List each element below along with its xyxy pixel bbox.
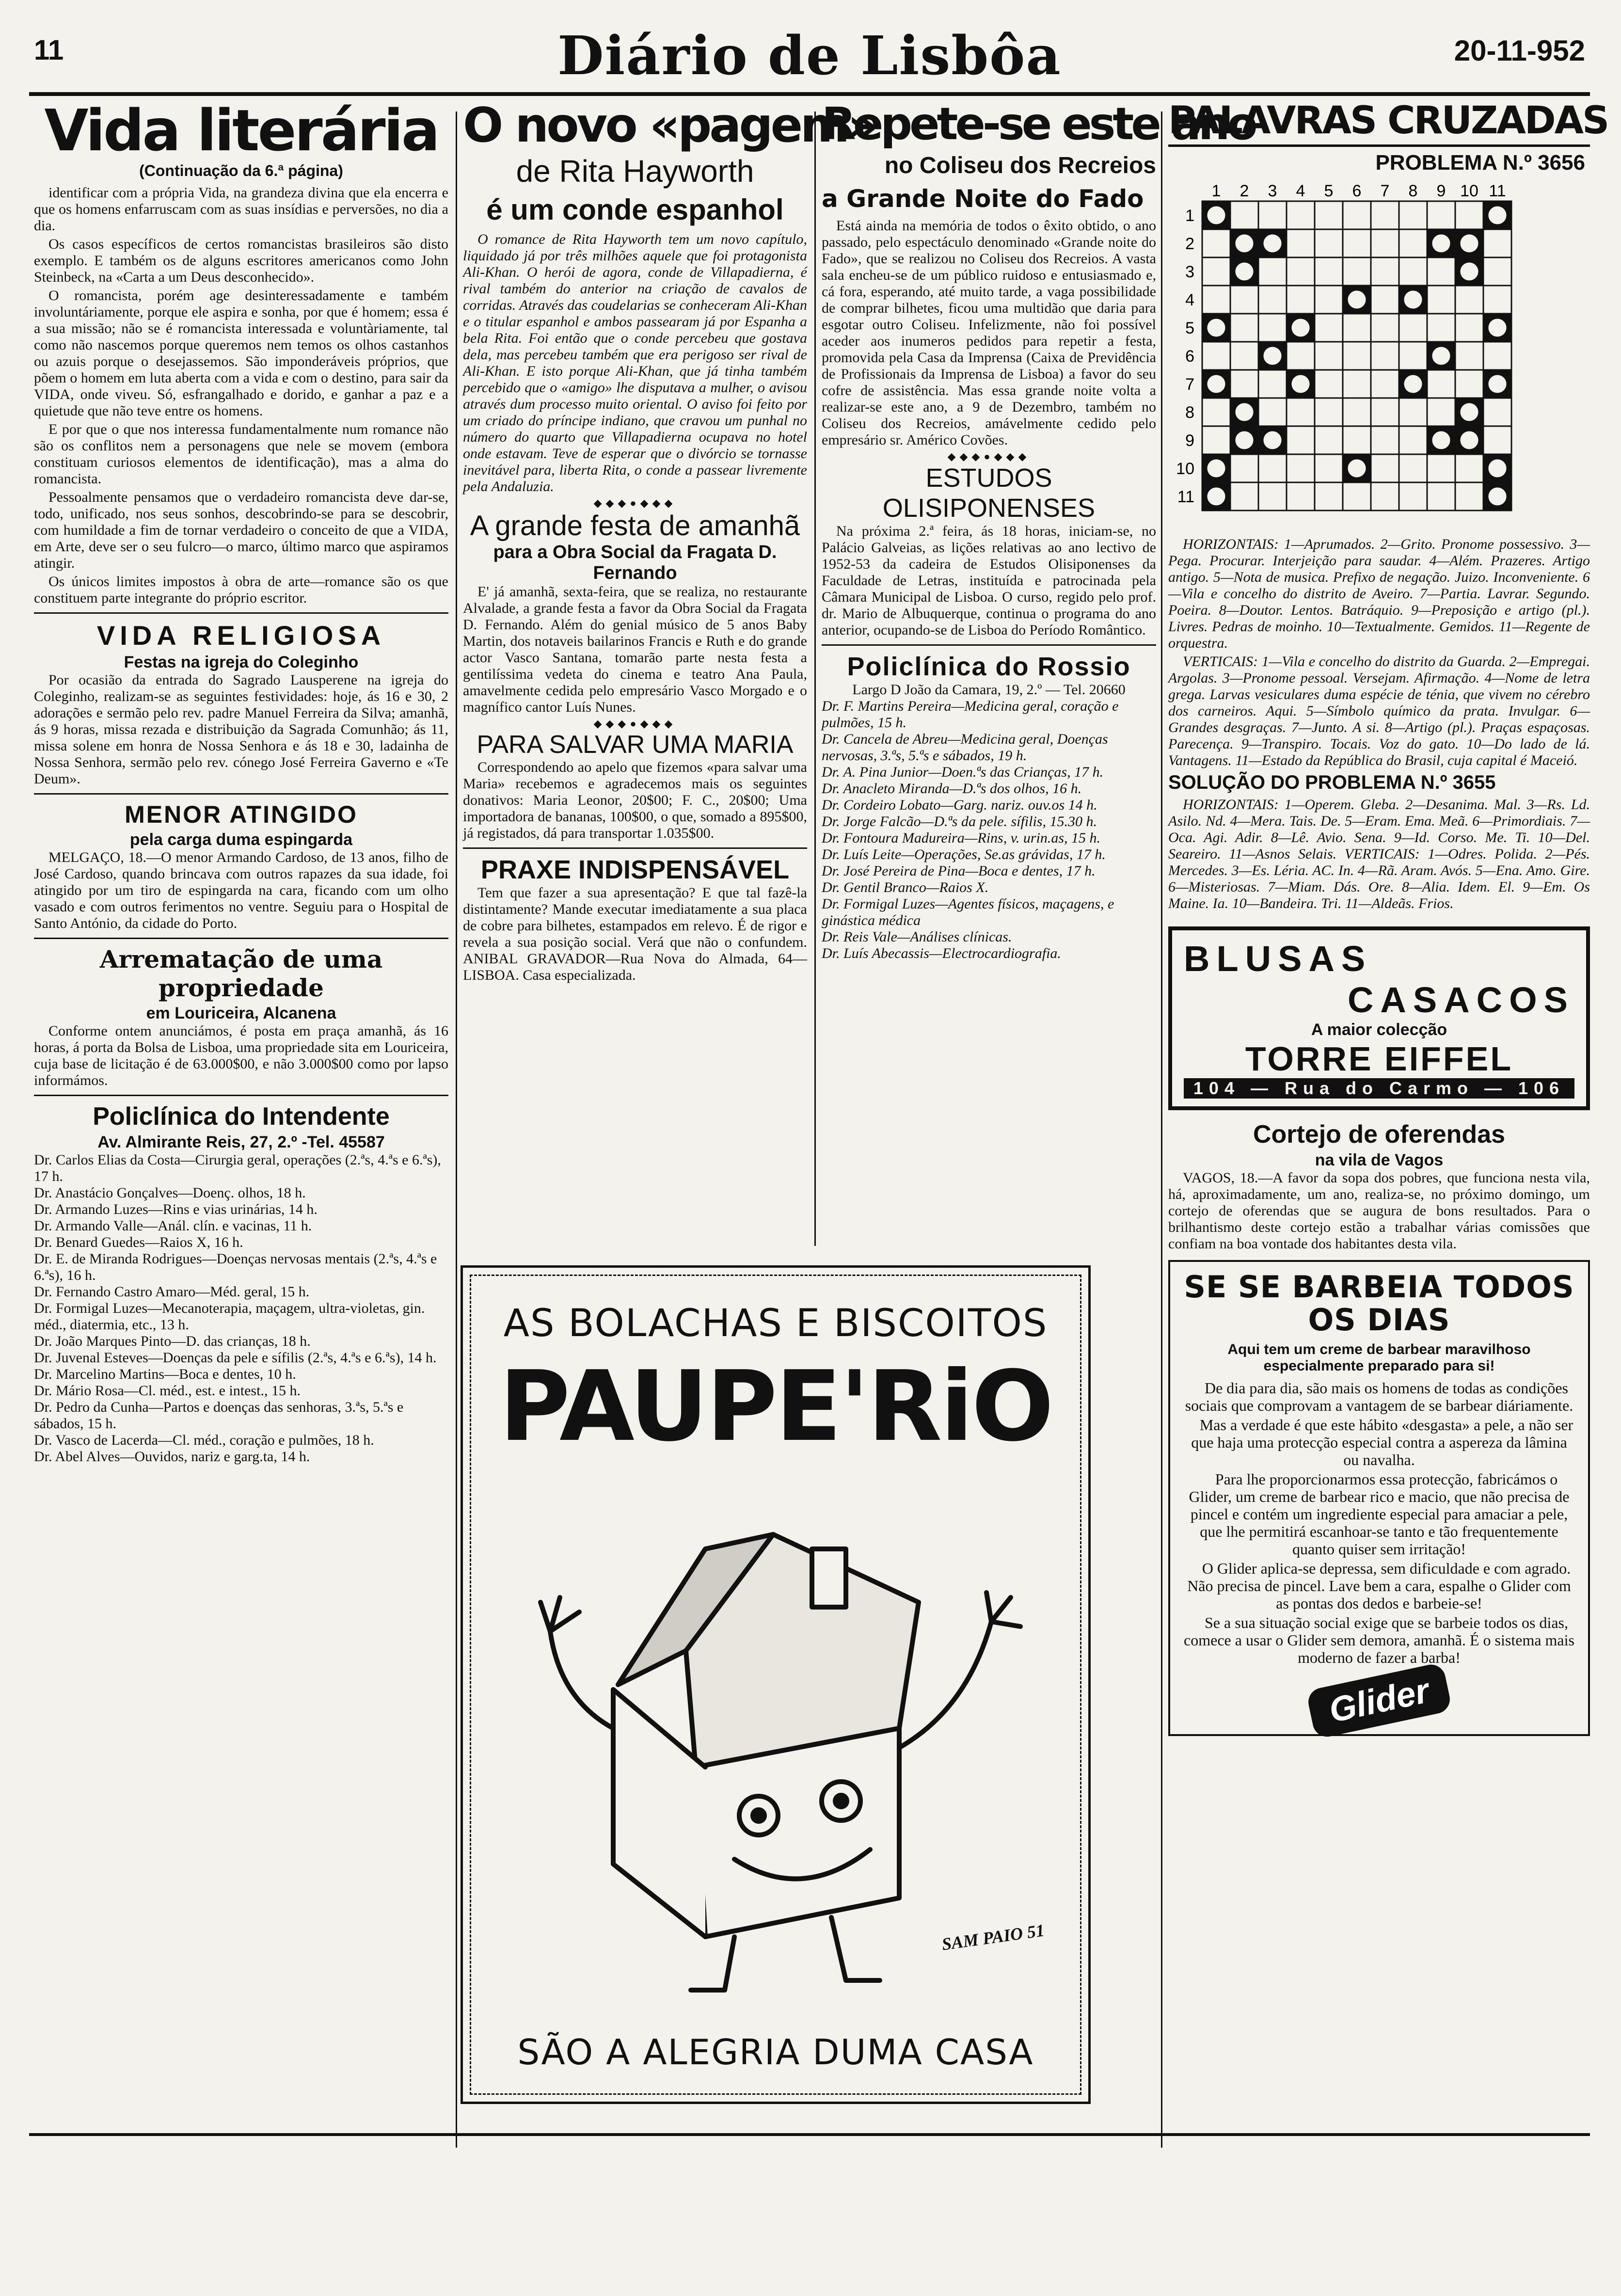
crossword-column-number: 10 bbox=[1460, 182, 1478, 200]
crossword-circle-mark bbox=[1404, 375, 1422, 393]
crossword-cell bbox=[1399, 201, 1427, 229]
paragraph: O romancista, porém age desinteressadamente e também involuntáriamente, porque ele aspira e sonha, por que é homem; essa é a sua missão; não se é romancista interessada e voluntàriamente, tal como não nascemos porque queremos nem temos os olhos castanhos ou azuis porque o desejassemos. São imponderáveis próprios, que põem o homem em luta aberta com a vida e com o destino, para sair da VIDA, onde viveu. Só, esfrangalhado e dorido, e ganhar a paz e a quietude que não teve entre os homens. bbox=[34, 287, 448, 419]
crossword-cell bbox=[1230, 201, 1258, 229]
ad-slogan: SÃO A ALEGRIA DUMA CASA bbox=[517, 2032, 1034, 2073]
section-title: ESTUDOS OLISIPONENSES bbox=[882, 463, 1096, 523]
paragraph: E por que o que nos interessa fundamentalmente num romance não são os conflitos nem a personagens que nele se movem (embora constituam curiosos elementos de identificação), mas a alma do romancista. bbox=[34, 421, 448, 487]
crossword-cell bbox=[1258, 482, 1287, 510]
divider bbox=[34, 612, 448, 614]
crossword-cell bbox=[1258, 286, 1287, 314]
list-item: Dr. José Pereira de Pina—Boca e dentes, 17 h. bbox=[822, 863, 1096, 879]
crossword-cell bbox=[1315, 398, 1343, 426]
list-item: Dr. Vasco de Lacerda—Cl. méd., coração e pulmões, 18 h. bbox=[34, 1432, 374, 1448]
list-item: Dr. Armando Valle—Anál. clín. e vacinas, 11 h. bbox=[34, 1218, 312, 1234]
crossword-row-number: 5 bbox=[1185, 319, 1194, 337]
crossword-cell bbox=[1287, 229, 1315, 257]
headline-vida-literaria: Vida literária bbox=[44, 97, 438, 164]
crossword-cell bbox=[1287, 482, 1315, 510]
crossword-circle-mark bbox=[1488, 459, 1506, 477]
paragraph: Por ocasião da entrada do Sagrado Lausperene na igreja do Coleginho, realizam-se as seguintes festividades: hoje, ás 16 e 30, 2 adorações e sermão pelo rev. padre Manuel Ferreira da Silva; amanhã, ás 9 horas, missa rezada e distribuição da Sagrada Comunhão; ás 11, missa solene em honra de Nossa Senhora e ás 18 e 30, ladainha de Nossa Senhora, sermão pelo rev. cónego José Ferreira Gaverno e «Te Deum». bbox=[34, 672, 448, 787]
ornament: ◆◆◆●◆◆◆ bbox=[947, 450, 1031, 462]
crossword-column-number: 11 bbox=[1489, 182, 1506, 200]
list-item: Dr. Fernando Castro Amaro—Méd. geral, 15 h. bbox=[34, 1284, 310, 1300]
crossword-cell bbox=[1427, 314, 1455, 342]
crossword-cell bbox=[1315, 426, 1343, 454]
crossword-cell bbox=[1230, 342, 1258, 370]
clinic-list bbox=[822, 698, 1156, 962]
crossword-cell bbox=[1287, 257, 1315, 286]
crossword-cell bbox=[1343, 201, 1371, 229]
crossword-clues-vertical: VERTICAIS: 1—Vila e concelho do distrito da Guarda. 2—Empregai. Argolas. 3—Pronome pessoal. Versejam. Afirmação. 4—Nome de letra grega. Larvas vesiculares duma espécie de ténia, que vivem no cérebro dos carneiros. Aqui. 5—Símbolo químico da prata. Invulgar. 6—Grandes desgraças. 7—Junto. A si. 8—Artigo (pl.). Praças espaçosas. Parecença. 9—Transpiro. Tocais. Voz do gato. 10—Do lado de lá. Vantagens. 11—Estado da República do Brasil, cuja capital é Maceió. bbox=[1168, 654, 1590, 768]
crossword-cell bbox=[1343, 257, 1371, 286]
column-2 bbox=[463, 98, 876, 1260]
crossword-cell bbox=[1258, 454, 1287, 482]
crossword-row-number: 6 bbox=[1185, 347, 1194, 366]
subheadline: é um conde espanhol bbox=[486, 193, 784, 226]
divider bbox=[34, 1095, 448, 1096]
section-title: A grande festa de amanhã bbox=[470, 510, 800, 542]
section-subtitle: na vila de Vagos bbox=[1315, 1151, 1444, 1169]
divider bbox=[34, 938, 448, 939]
crossword-cell bbox=[1343, 482, 1371, 510]
ad-address: 104 — Rua do Carmo — 106 bbox=[1184, 1078, 1574, 1099]
crossword-cell bbox=[1483, 342, 1511, 370]
crossword-cell bbox=[1287, 426, 1315, 454]
crossword-circle-mark bbox=[1432, 347, 1450, 365]
paragraph: O romance de Rita Hayworth tem um novo capítulo, liquidado já por três milhões aquele que foi protagonista Ali-Khan. O herói de agora, conde de Villapadierna, é rival também do anterior na criação de cavalos de corridas. Através das coudelarias se conheceram Ali-Khan e o titular espanhol e ambos passearam já por Espanha a bela Rita. Foi então que o conde percebeu que gostava dela, mas percebeu também que era perigoso ser rival de Ali-Khan. E isto porque Ali-Khan, que já tinha também percebido que o «amigo» lhe disputava a mulher, o avisou através dum processo muito oriental. O aviso foi feito por um criado do príncipe indiano, que cravou um punhal no número do quarto que Villapadierna ocupava no hotel onde estavam. Teve de esperar que o divórcio se tornasse inevitável para, liberta Rita, o conde a passear livremente pela Andaluzia. bbox=[463, 231, 807, 494]
subheadline: no Coliseu dos Recreios bbox=[884, 153, 1156, 178]
crossword-cell bbox=[1258, 314, 1287, 342]
crossword-circle-mark bbox=[1488, 319, 1506, 336]
crossword-cell bbox=[1202, 426, 1230, 454]
crossword-cell bbox=[1343, 370, 1371, 398]
ad-tagline: AS BOLACHAS E BISCOITOS bbox=[503, 1302, 1048, 1345]
list-item: Dr. E. de Miranda Rodrigues—Doenças nervosas mentais (2.ªs, 4.ªs e 6.ªs), 16 h. bbox=[34, 1251, 437, 1283]
pauperio-ad bbox=[461, 1265, 1091, 2104]
crossword-solution: HORIZONTAIS: 1—Operem. Gleba. 2—Desanima. Mal. 3—Rs. Ld. Asilo. Nd. 4—Mera. Tais. De. 5—Eram. Ema. Meã. 6—Primordiais. 7—Oca. Agi. Adir. 8—Lê. Avio. Sena. 9—Id. Corso. Me. Ti. 10—Del. Seareiro. 11—Asnos Selais. VERTICAIS: 1—Odres. Polida. 2—Pés. Mercedes. 3—Es. Léria. AC. In. 4—Rã. Aram. Avós. 5—Ena. Amo. Gire. 6—Misteriosas. 7—Miam. Dás. Ore. 8—Alia. Idem. El. 9—Em. Os Maine. Ia. 10—Bandeira. Tri. 11—Aldeãs. Frios. bbox=[1168, 797, 1590, 911]
crossword-cell bbox=[1202, 229, 1230, 257]
crossword-cell bbox=[1371, 426, 1399, 454]
list-item: Dr. Cancela de Abreu—Medicina geral, Doenças nervosas, 3.ªs, 5.ªs e sábados, 19 h. bbox=[822, 731, 1108, 764]
column-divider bbox=[1161, 112, 1162, 2148]
ornament: ◆◆◆●◆◆◆ bbox=[593, 497, 677, 509]
crossword-column-number: 9 bbox=[1436, 182, 1446, 200]
crossword-cell bbox=[1399, 342, 1427, 370]
page-number: 11 bbox=[34, 34, 64, 66]
crossword-cell bbox=[1315, 482, 1343, 510]
list-item: Dr. Abel Alves—Ouvidos, nariz e garg.ta, 14 h. bbox=[34, 1449, 310, 1465]
crossword-cell bbox=[1315, 370, 1343, 398]
crossword-cell bbox=[1483, 426, 1511, 454]
crossword-row-number: 10 bbox=[1176, 460, 1194, 478]
crossword-circle-mark bbox=[1460, 234, 1478, 252]
crossword-circle-mark bbox=[1460, 403, 1478, 421]
section-subtitle: em Louriceira, Alcanena bbox=[146, 1004, 336, 1022]
crossword-cell bbox=[1343, 314, 1371, 342]
crossword-cell bbox=[1287, 398, 1315, 426]
crossword-cell bbox=[1371, 201, 1399, 229]
crossword-circle-mark bbox=[1460, 262, 1478, 280]
list-item: Dr. Anacleto Miranda—D.ªs dos olhos, 16 h. bbox=[822, 781, 1082, 797]
crossword-circle-mark bbox=[1235, 262, 1253, 280]
crossword-cell bbox=[1230, 454, 1258, 482]
column-1 bbox=[34, 97, 448, 2225]
paragraph: identificar com a própria Vida, na grandeza divina que ela encerra e que os homens enfarruscam com as suas insídias e perversões, no dia a dia. bbox=[34, 185, 448, 234]
section-subtitle: para a Obra Social da Fragata D. Fernando bbox=[493, 542, 777, 583]
glider-tube-logo: Glider bbox=[1306, 1662, 1453, 1740]
crossword-cell bbox=[1315, 257, 1343, 286]
crossword-circle-mark bbox=[1207, 206, 1225, 224]
divider bbox=[34, 793, 448, 795]
section-title: PRAXE INDISPENSÁVEL bbox=[480, 855, 790, 884]
list-item: Dr. A. Pina Junior—Doen.ªs das Crianças, 17 h. bbox=[822, 764, 1104, 780]
crossword-cell bbox=[1427, 454, 1455, 482]
paragraph: Os casos específicos de certos romancistas brasileiros são disto exemplo. E também os de alguns escritores americanos como John Steinbeck, na «Carta a um Deus desconhecido». bbox=[34, 236, 448, 285]
list-item: Dr. Luís Abecassis—Electrocardiografia. bbox=[822, 945, 1061, 961]
list-item: Dr. Formigal Luzes—Mecanoterapia, maçagem, ultra-violetas, gin. méd., diatermia, etc., 13 h. bbox=[34, 1300, 425, 1333]
crossword-circle-mark bbox=[1404, 290, 1422, 308]
crossword-cell bbox=[1483, 398, 1511, 426]
ad-tagline: Aqui tem um creme de barbear maravilhoso especialmente preparado para si! bbox=[1227, 1341, 1531, 1374]
crossword-circle-mark bbox=[1207, 319, 1225, 336]
ad-brand: PAUPE'RiO bbox=[499, 1350, 1052, 1463]
crossword-cell bbox=[1399, 398, 1427, 426]
section-title: Arrematação de uma propriedade bbox=[99, 945, 383, 1002]
section-subtitle: Largo D João da Camara, 19, 2.º — Tel. 20660 bbox=[852, 682, 1126, 698]
crossword-circle-mark bbox=[1235, 403, 1253, 421]
section-title: Cortejo de oferendas bbox=[1253, 1120, 1506, 1148]
crossword-grid bbox=[1168, 177, 1585, 531]
masthead bbox=[29, 19, 1590, 92]
bottom-rule bbox=[29, 2133, 1590, 2136]
crossword-cell bbox=[1287, 454, 1315, 482]
headline-repete-se: Repete-se este ano bbox=[822, 98, 1255, 150]
list-item: Dr. Benard Guedes—Raios X, 16 h. bbox=[34, 1234, 243, 1250]
crossword-cell bbox=[1399, 482, 1427, 510]
crossword-column-number: 6 bbox=[1352, 182, 1362, 200]
crossword-cell bbox=[1258, 398, 1287, 426]
crossword-cell bbox=[1371, 314, 1399, 342]
crossword-column-number: 7 bbox=[1380, 182, 1390, 200]
crossword-cell bbox=[1427, 201, 1455, 229]
subheadline: de Rita Hayworth bbox=[516, 154, 754, 189]
crossword-circle-mark bbox=[1488, 487, 1506, 505]
crossword-cell bbox=[1399, 314, 1427, 342]
crossword-circle-mark bbox=[1488, 206, 1506, 224]
paragraph: Para lhe proporcionarmos essa protecção, fabricámos o Glider, um creme de barbear rico e macio, que não precisa de pincel e contém um ingrediente especial para amaciar a pele, que lhe permitirá escanhoar-se tanto e tão frequentemente quanto quiser sem irritação! bbox=[1189, 1470, 1570, 1558]
crossword-cell bbox=[1202, 257, 1230, 286]
paragraph: Mas a verdade é que este hábito «desgasta» a pele, a não ser que haja uma protecção especial contra a aspereza da lâmina ou navalha. bbox=[1191, 1416, 1573, 1469]
crossword-column-number: 8 bbox=[1408, 182, 1418, 200]
crossword-cell bbox=[1315, 286, 1343, 314]
glider-ad bbox=[1168, 1260, 1590, 1736]
crossword-cell bbox=[1258, 257, 1287, 286]
paragraph: Se a sua situação social exige que se barbeie todos os dias, comece a usar o Glider sem demora, amanhã. É o sistema mais moderno de fazer a barba! bbox=[1184, 1614, 1574, 1667]
crossword-cell bbox=[1230, 370, 1258, 398]
list-item: Dr. Reis Vale—Análises clínicas. bbox=[822, 929, 1012, 945]
paragraph: Está ainda na memória de todos o êxito obtido, o ano passado, pelo espectáculo denominado «Grande noite do Fado», que se realizou no Coliseu dos Recreios. A vasta sala encheu-se de um público ruidoso e entusiasmado e, cá fora, esperando, até muito tarde, a vaga possibilidade de comprar bilhetes, ficou uma multidão que daria para esgotar outro Coliseu. Infelizmente, não foi possível aceder aos inumeros pedidos para repetir a festa, promovida pela Casa da Imprensa (Caixa de Previdência de Profissionais da Imprensa de Lisboa) a favor do seu cofre de assistência. Mas essa grande noite volta a realizar-se este ano, a 9 de Dezembro, também no Coliseu dos Recreios, amávelmente cedido pelo empresário sr. Américo Covões. bbox=[822, 218, 1156, 448]
list-item: Dr. Luís Leite—Operações, Se.as grávidas, 17 h. bbox=[822, 846, 1106, 862]
list-item: Dr. João Marques Pinto—D. das crianças, 18 h. bbox=[34, 1333, 311, 1349]
crossword-cell bbox=[1455, 482, 1483, 510]
crossword-cell bbox=[1343, 426, 1371, 454]
crossword-cell bbox=[1455, 314, 1483, 342]
crossword-circle-mark bbox=[1432, 431, 1450, 449]
ad-line: CASACOS bbox=[1347, 980, 1574, 1020]
crossword-cell bbox=[1287, 201, 1315, 229]
list-item: Dr. Formigal Luzes—Agentes físicos, maçagens, e ginástica médica bbox=[822, 896, 1114, 928]
paragraph: MELGAÇO, 18.—O menor Armando Cardoso, de 13 anos, filho de José Cardoso, quando brincava com outros rapazes da sua idade, foi atingido por um tiro de espingarda na cara, ficando com um olho vasado e com outros ferimentos no ventre. Seguiu para o Hospital de Santo António, da cidade do Porto. bbox=[34, 849, 448, 931]
crossword-row-number: 11 bbox=[1177, 488, 1194, 506]
ornament: ◆◆◆●◆◆◆ bbox=[593, 718, 677, 730]
crossword-row-number: 9 bbox=[1185, 431, 1194, 450]
crossword-cell bbox=[1371, 257, 1399, 286]
paragraph: E' já amanhã, sexta-feira, que se realiza, no restaurante Alvalade, a grande festa a favor da Obra Social da Fragata D. Fernando. Além do genial músico de 5 anos Baby Martin, dos notaveis bailarinos Francis e Ruth e do grande actor Vasco Santana, tomarão parte nesta festa a gentilíssima vedeta do cinema e teatro Ana Paula, amavelmente cedida pelo empresário Vasco Morgado e o magnífico cantor Luís Nunes. bbox=[463, 584, 807, 715]
paragraph: Pessoalmente pensamos que o verdadeiro romancista deve dar-se, todo, unificado, nos seus sonhos, descobrindo-se para se descobrir, com humildade a fim de tornar verdadeiro o conceito de que a VIDA, em Arte, deve ser o seu fulcro—o marco, último marco que aspiramos atingir. bbox=[34, 489, 448, 571]
crossword-row-number: 8 bbox=[1185, 403, 1194, 422]
subheadline: a Grande Noite do Fado bbox=[822, 185, 1144, 213]
crossword-circle-mark bbox=[1207, 459, 1225, 477]
crossword-cell bbox=[1371, 454, 1399, 482]
crossword-cell bbox=[1427, 398, 1455, 426]
paragraph: O Glider aplica-se depressa, sem dificuldade e com agrado. Não precisa de pincel. Lave bem a cara, espalhe o Glider com as pontas dos dedos e barbeie-se! bbox=[1187, 1560, 1571, 1612]
crossword-column-number: 5 bbox=[1324, 182, 1334, 200]
crossword-cell bbox=[1455, 454, 1483, 482]
headline-palavras-cruzadas: PALAVRAS CRUZADAS bbox=[1168, 99, 1608, 143]
crossword-problem-number: PROBLEMA N.º 3656 bbox=[1375, 151, 1585, 175]
masthead-rule bbox=[29, 92, 1590, 96]
crossword-circle-mark bbox=[1235, 431, 1253, 449]
crossword-cell bbox=[1427, 286, 1455, 314]
crossword-column-number: 2 bbox=[1240, 182, 1249, 200]
paragraph: Correspondendo ao apelo que fizemos «para salvar uma Maria» recebemos e agradecemos mais os seguintes donativos: Maria Leonor, 20$00; F. C., 20$00; Uma importadora de bananas, 100$00, o que, somado a 895$00, já registados, dá para transportar 1.035$00. bbox=[463, 759, 807, 841]
divider bbox=[822, 644, 1156, 646]
crossword-circle-mark bbox=[1291, 375, 1309, 393]
continuation-note: (Continuação da 6.ª página) bbox=[139, 162, 343, 179]
ad-headline: SE SE BARBEIA TODOS OS DIAS bbox=[1184, 1269, 1574, 1338]
house-mascot-illustration bbox=[531, 1476, 1020, 2000]
ad-line: A maior colecção bbox=[1311, 1020, 1447, 1039]
crossword-cell bbox=[1483, 257, 1511, 286]
list-item: Dr. Marcelino Martins—Boca e dentes, 10 h. bbox=[34, 1366, 296, 1382]
crossword-clues-horizontal: HORIZONTAIS: 1—Aprumados. 2—Grito. Pronome possessivo. 3—Pega. Procurar. Interjeição para saudar. 4—Além. Prazeres. Artigo antigo. 5—Nota de musica. Prefixo de negação. Juizo. Inconveniente. 6—Vila e concelho do distrito de Aveiro. 7—Partia. Lavrar. Segundo. Poeira. 8—Doutor. Lentos. Batráquio. 9—Preposição e artigo (pl.). Livres. Pedras de moinho. 10—Textualmente. Gemidos. 11—Regente de orquestra. bbox=[1168, 536, 1590, 651]
crossword-row-number: 1 bbox=[1185, 207, 1194, 225]
crossword-circle-mark bbox=[1235, 234, 1253, 252]
paragraph: Conforme ontem anunciámos, é posta em praça amanhã, ás 16 horas, á porta da Bolsa de Lisboa, uma propriedade sita em Louriceira, cuja base de licitação é de 63.000$00, e não 3.000$00 como por lapso informámos. bbox=[34, 1023, 448, 1088]
crossword-cell bbox=[1371, 370, 1399, 398]
crossword-circle-mark bbox=[1263, 431, 1281, 449]
list-item: Dr. Carlos Elias da Costa—Cirurgia geral, operações (2.ªs, 4.ªs e 6.ªs), 17 h. bbox=[34, 1152, 441, 1184]
crossword-cell bbox=[1455, 370, 1483, 398]
crossword-cell bbox=[1371, 229, 1399, 257]
list-item: Dr. Armando Luzes—Rins e vias urinárias, 14 h. bbox=[34, 1201, 318, 1217]
crossword-cell bbox=[1315, 314, 1343, 342]
crossword-row-number: 3 bbox=[1185, 263, 1194, 281]
list-item: Dr. Mário Rosa—Cl. méd., est. e intest., 15 h. bbox=[34, 1383, 301, 1399]
list-item: Dr. Anastácio Gonçalves—Doenç. olhos, 18 h. bbox=[34, 1185, 306, 1201]
crossword-cell bbox=[1343, 398, 1371, 426]
crossword-cell bbox=[1287, 286, 1315, 314]
crossword-cell bbox=[1202, 398, 1230, 426]
crossword-column-number: 1 bbox=[1211, 182, 1221, 200]
section-title: Policlínica do Intendente bbox=[93, 1102, 390, 1131]
crossword-circle-mark bbox=[1432, 234, 1450, 252]
crossword-circle-mark bbox=[1263, 234, 1281, 252]
crossword-circle-mark bbox=[1488, 375, 1506, 393]
crossword-cell bbox=[1455, 342, 1483, 370]
ad-brand: TORRE EIFFEL bbox=[1245, 1040, 1513, 1078]
crossword-cell bbox=[1371, 482, 1399, 510]
crossword-cell bbox=[1315, 201, 1343, 229]
crossword-cell bbox=[1230, 286, 1258, 314]
crossword-cell bbox=[1483, 286, 1511, 314]
list-item: Dr. Pedro da Cunha—Partos e doenças das senhoras, 3.ªs, 5.ªs e sábados, 15 h. bbox=[34, 1399, 404, 1432]
issue-date: 20-11-952 bbox=[1454, 34, 1585, 67]
crossword-cell bbox=[1371, 342, 1399, 370]
crossword-circle-mark bbox=[1348, 290, 1366, 308]
crossword-circle-mark bbox=[1263, 347, 1281, 365]
column-divider bbox=[814, 112, 816, 1246]
crossword-circle-mark bbox=[1460, 431, 1478, 449]
crossword-column-number: 3 bbox=[1268, 182, 1277, 200]
newspaper-title: Diário de Lisbôa bbox=[557, 24, 1062, 87]
list-item: Dr. Jorge Falcão—D.ªs da pele. sífilis, 15.30 h. bbox=[822, 813, 1097, 829]
section-subtitle: pela carga duma espingarda bbox=[129, 830, 353, 849]
crossword-circle-mark bbox=[1291, 319, 1309, 336]
crossword-cell bbox=[1202, 286, 1230, 314]
crossword-cell bbox=[1371, 286, 1399, 314]
paragraph: De dia para dia, são mais os homens de todas as condições sociais que comprovam a vantagem de se barbear diáriamente. bbox=[1185, 1379, 1573, 1415]
section-subtitle: Av. Almirante Reis, 27, 2.º -Tel. 45587 bbox=[97, 1133, 385, 1151]
crossword-row-number: 2 bbox=[1185, 235, 1194, 253]
article-vida-literaria bbox=[34, 185, 448, 606]
crossword-cell bbox=[1258, 370, 1287, 398]
crossword-cell bbox=[1343, 342, 1371, 370]
headline-novo-pagem: O novo «pagem» bbox=[463, 98, 876, 153]
crossword-cell bbox=[1230, 482, 1258, 510]
section-title: Policlínica do Rossio bbox=[847, 652, 1131, 681]
column-4 bbox=[1168, 99, 1608, 2225]
crossword-row-number: 4 bbox=[1185, 291, 1194, 309]
paragraph: Na próxima 2.ª feira, ás 18 horas, iniciam-se, no Palácio Galveias, as lições relativas ao ano lectivo de 1952-53 da cadeira de Estudos Olisiponenses da Faculdade de Letras, instituída e patrocinada pela Câmara Municipal de Lisboa. O curso, regido pelo prof. dr. Mario de Albuquerque, continua o programa do ano anterior, ocupando-se de Lisboa do Período Romântico. bbox=[822, 523, 1156, 638]
torre-eiffel-ad bbox=[1168, 926, 1590, 1110]
list-item: Dr. Fontoura Madureira—Rins, v. urin.as, 15 h. bbox=[822, 830, 1101, 846]
crossword-cell bbox=[1455, 201, 1483, 229]
section-title: PARA SALVAR UMA MARIA bbox=[477, 731, 794, 759]
crossword-cell bbox=[1399, 229, 1427, 257]
crossword-cell bbox=[1343, 229, 1371, 257]
section-title: MENOR ATINGIDO bbox=[125, 801, 358, 828]
crossword-cell bbox=[1427, 482, 1455, 510]
list-item: Dr. Juvenal Esteves—Doenças da pele e sífilis (2.ªs, 4.ªs e 6.ªs), 14 h. bbox=[34, 1350, 437, 1366]
list-item: Dr. F. Martins Pereira—Medicina geral, coração e pulmões, 15 h. bbox=[822, 698, 1119, 731]
paragraph: Os únicos limites impostos à obra de arte—romance são os que constituem parte integrante do próprio escritor. bbox=[34, 574, 448, 606]
crossword-circle-mark bbox=[1207, 375, 1225, 393]
list-item: Dr. Gentil Branco—Raios X. bbox=[822, 879, 989, 895]
section-subtitle: Festas na igreja do Coleginho bbox=[124, 653, 359, 671]
crossword-cell bbox=[1371, 398, 1399, 426]
crossword-cell bbox=[1287, 342, 1315, 370]
crossword-cell bbox=[1315, 454, 1343, 482]
crossword-cell bbox=[1483, 229, 1511, 257]
crossword-cell bbox=[1399, 426, 1427, 454]
crossword-circle-mark bbox=[1207, 487, 1225, 505]
crossword-cell bbox=[1427, 257, 1455, 286]
list-item: Dr. Cordeiro Lobato—Garg. nariz. ouv.os 14 h. bbox=[822, 797, 1097, 813]
ad-line: BLUSAS bbox=[1184, 939, 1372, 979]
artist-signature: SAM PAIO 51 bbox=[940, 1920, 1046, 1954]
paragraph: VAGOS, 18.—A favor da sopa dos pobres, que funciona nesta vila, há, aproximadamente, um ano, realiza-se, no próximo domingo, um cortejo de oferendas que se augura de bons resultados. Para o brilhantismo deste cortejo estão a trabalhar várias comissões que confiam na boa vontade dos habitantes desta vila. bbox=[1168, 1170, 1590, 1252]
crossword-cell bbox=[1230, 314, 1258, 342]
crossword-cell bbox=[1399, 257, 1427, 286]
divider bbox=[463, 847, 807, 849]
crossword-cell bbox=[1258, 201, 1287, 229]
crossword-cell bbox=[1455, 286, 1483, 314]
crossword-circle-mark bbox=[1348, 459, 1366, 477]
crossword-cell bbox=[1315, 229, 1343, 257]
crossword-cell bbox=[1202, 342, 1230, 370]
crossword-row-number: 7 bbox=[1185, 375, 1194, 394]
crossword-column-number: 4 bbox=[1296, 182, 1305, 200]
paragraph: Tem que fazer a sua apresentação? E que tal fazê-la distintamente? Mande executar imediatamente a sua placa de cobre para bilhetes, estampados em relevo. É de rigor e revela a sua posição social. Verá que não o confundem. ANIBAL GRAVADOR—Rua Nova do Almada, 64—LISBOA. Casa especializada. bbox=[463, 885, 807, 983]
crossword-cell bbox=[1399, 454, 1427, 482]
crossword-cell bbox=[1315, 342, 1343, 370]
column-divider bbox=[456, 112, 457, 2148]
crossword-cell bbox=[1427, 370, 1455, 398]
solution-title: SOLUÇÃO DO PROBLEMA N.º 3655 bbox=[1168, 772, 1496, 793]
section-title: VIDA RELIGIOSA bbox=[96, 620, 386, 651]
clinic-list bbox=[34, 1152, 448, 1465]
